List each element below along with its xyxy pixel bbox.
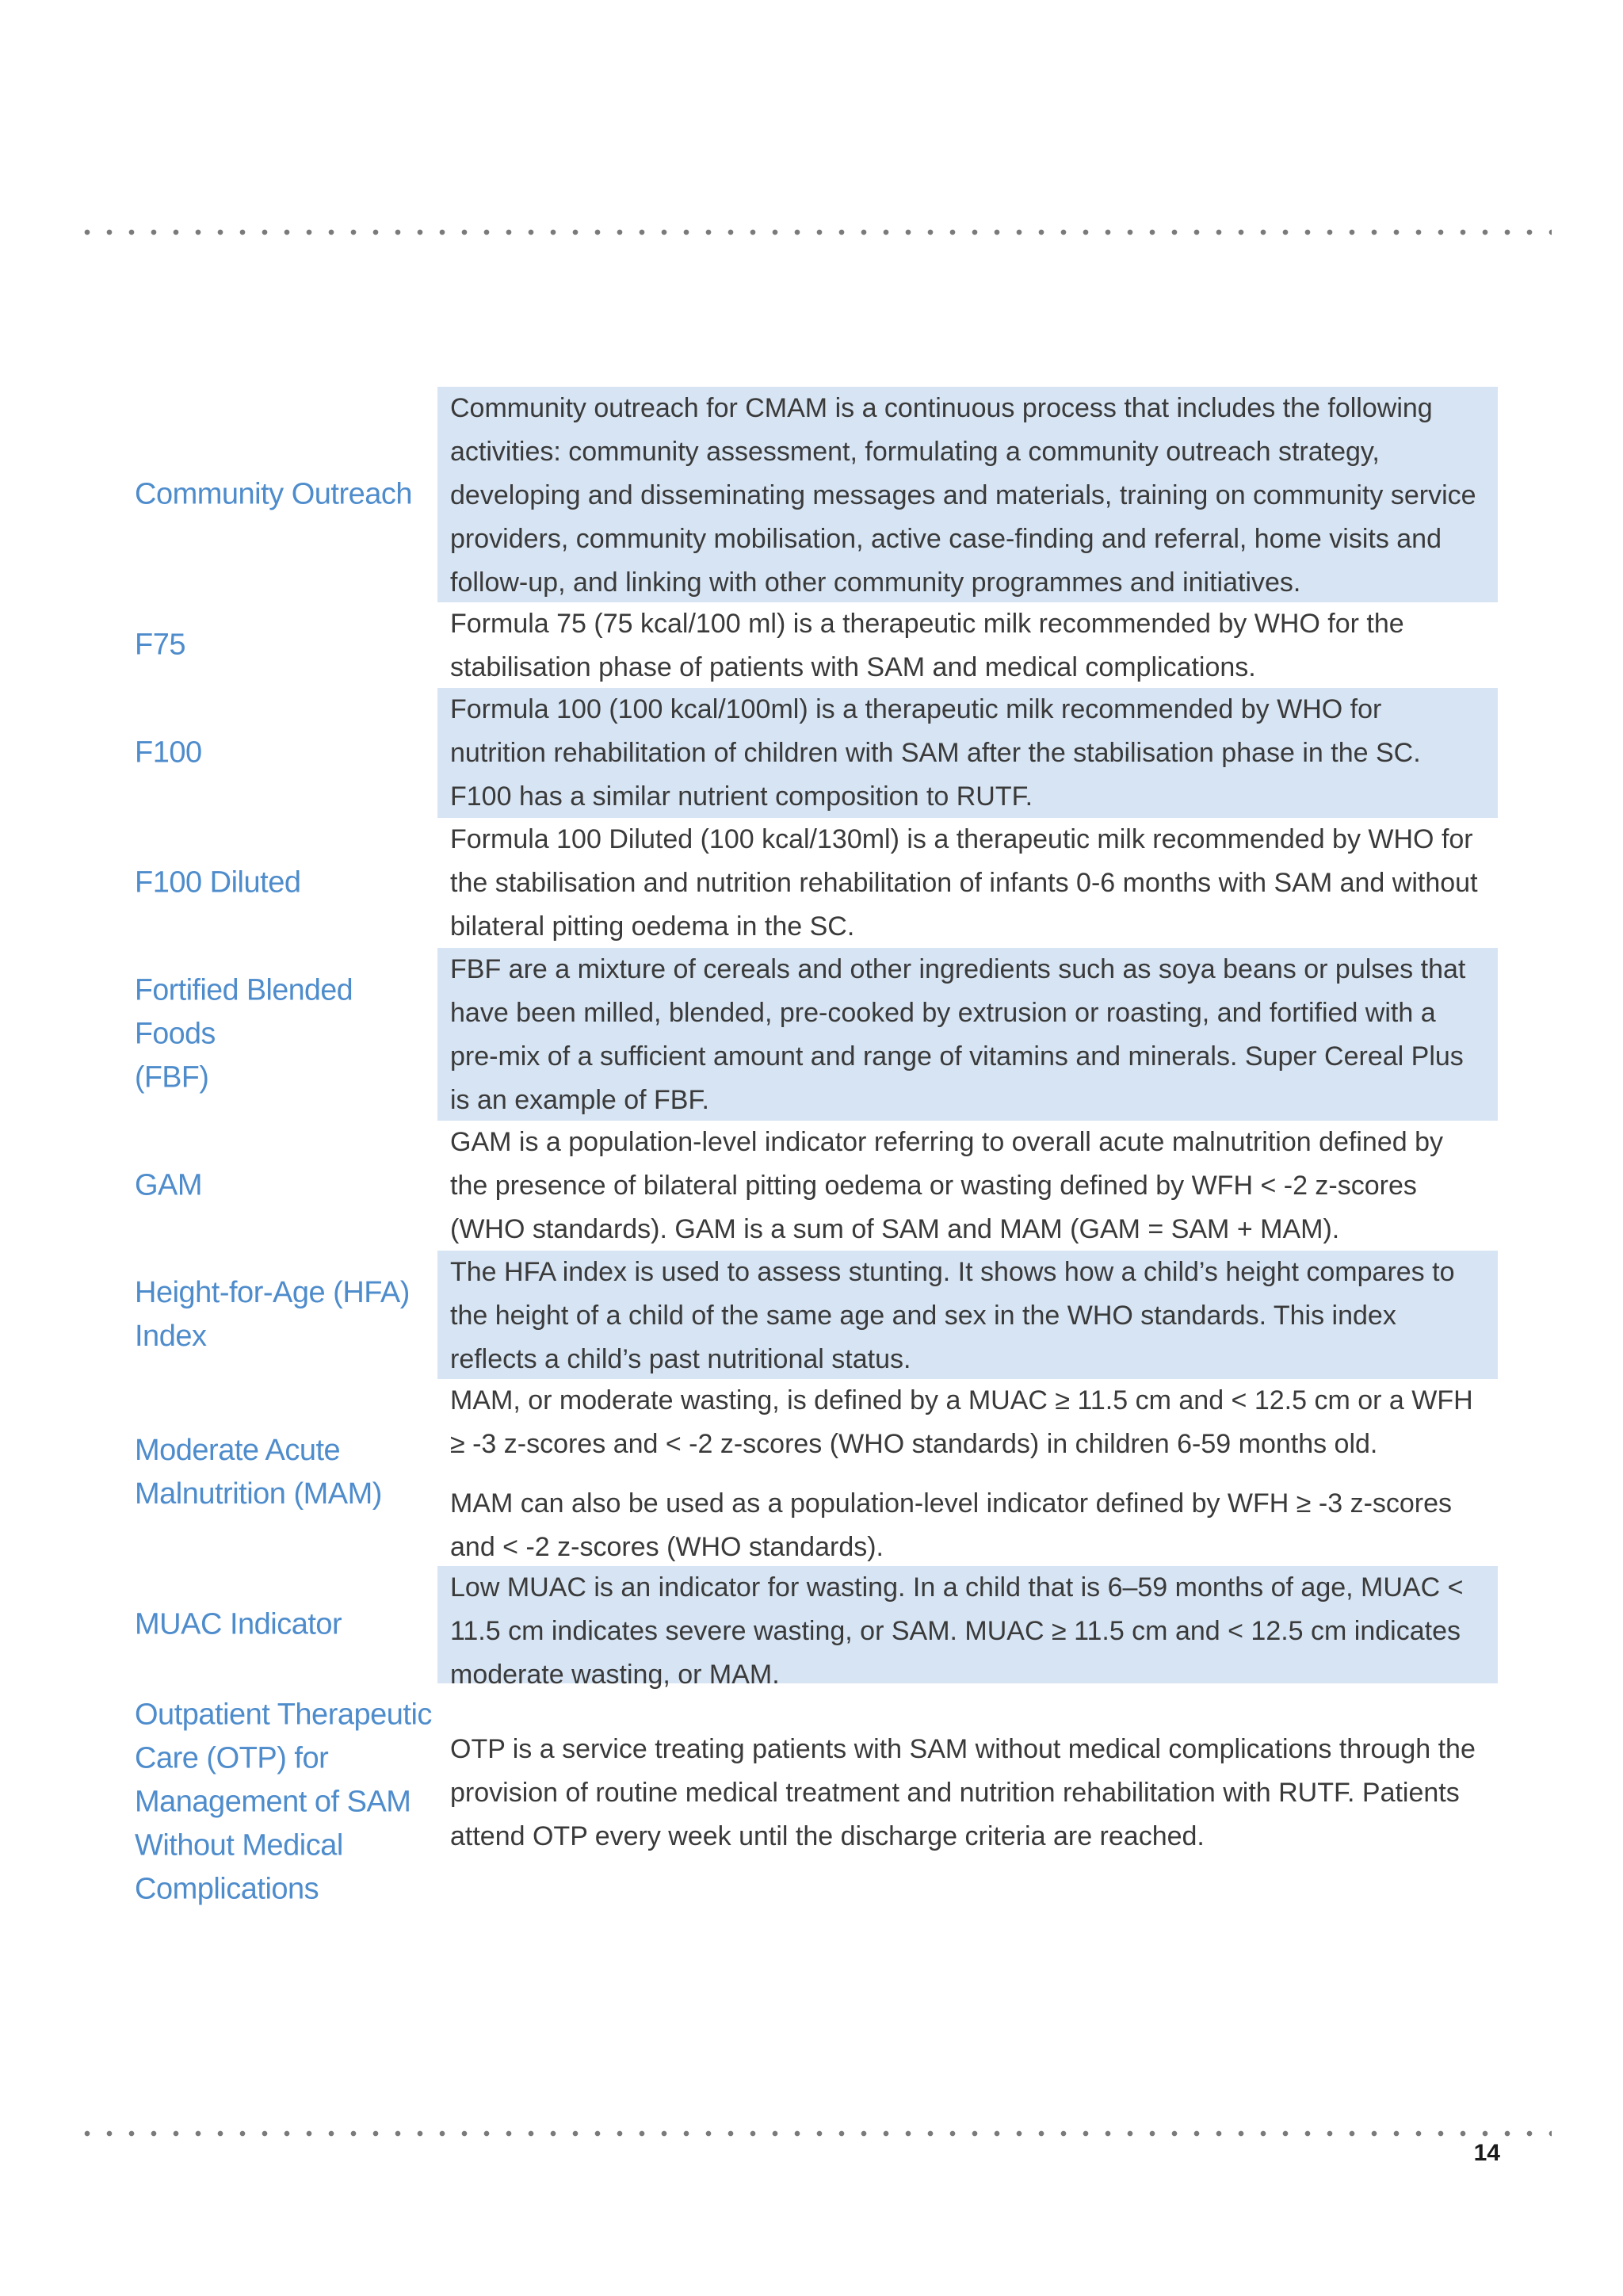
glossary-row	[0, 1121, 1623, 1251]
glossary-definition: Formula 75 (75 kcal/100 ml) is a therapeutic milk recommended by WHO for the stabilisation phase of patients with SAM and medical complications.	[450, 609, 1404, 682]
glossary-table	[0, 387, 1623, 1921]
glossary-term: Fortified Blended Foods (FBF)	[135, 973, 353, 1095]
glossary-definition: Formula 100 Diluted (100 kcal/130ml) is a therapeutic milk recommended by WHO for the stabilisation and nutrition rehabilitation of infants 0-6 months with SAM and without bilateral pitting oedema in the SC.	[450, 824, 1478, 942]
glossary-definition: Low MUAC is an indicator for wasting. In a child that is 6–59 months of age, MUAC < 11.5 cm indicates severe wasting, or SAM. MUAC ≥ 11.5 cm and < 12.5 cm indicates moderate wasting, or MAM.	[437, 1566, 1498, 1683]
glossary-term: Community Outreach	[135, 477, 413, 511]
glossary-row	[0, 1379, 1623, 1566]
glossary-row	[0, 387, 1623, 602]
glossary-definition: MAM, or moderate wasting, is defined by a MUAC ≥ 11.5 cm and < 12.5 cm or a WFH ≥ -3 z-scores and < -2 z-scores (WHO standards) in children 6-59 months old. MAM can also be used as a population-level indicator defined by WFH ≥ -3 z-scores and < -2 z-scores (WHO standards).	[450, 1385, 1473, 1562]
glossary-row	[0, 688, 1623, 818]
glossary-term: F100	[135, 735, 202, 770]
glossary-definition: OTP is a service treating patients with SAM without medical complications through the provision of routine medical treatment and nutrition rehabilitation with RUTF. Patients attend OTP every week until the discharge criteria are reached.	[450, 1734, 1476, 1851]
glossary-term: Moderate Acute Malnutrition (MAM)	[135, 1434, 382, 1511]
glossary-term: F75	[135, 628, 185, 662]
glossary-row	[0, 602, 1623, 688]
glossary-definition: The HFA index is used to assess stunting. It shows how a child’s height compares to the height of a child of the same age and sex in the WHO standards. This index reflects a child’s past nutritional status.	[437, 1251, 1498, 1379]
glossary-definition: FBF are a mixture of cereals and other ingredients such as soya beans or pulses that have been milled, blended, pre-cooked by extrusion or roasting, and fortified with a pre-mix of a sufficient amount and range of vitamins and minerals. Super Cereal Plus is an example of FBF.	[437, 948, 1498, 1121]
glossary-term: F100 Diluted	[135, 865, 301, 900]
glossary-term: Outpatient Therapeutic Care (OTP) for Management of SAM Without Medical Complications	[135, 1698, 432, 1906]
glossary-term: Height-for-Age (HFA) Index	[135, 1276, 410, 1353]
glossary-term: GAM	[135, 1168, 203, 1202]
glossary-definition: Formula 100 (100 kcal/100ml) is a therapeutic milk recommended by WHO for nutrition rehabilitation of children with SAM after the stabilisation phase in the SC. F100 has a similar nutrient composition to RUTF.	[437, 688, 1498, 818]
glossary-definition: Community outreach for CMAM is a continuous process that includes the following activities: community assessment, formulating a community outreach strategy, developing and disseminating messages and materials, training on community service providers, community mobilisation, active case-finding and referral, home visits and follow-up, and linking with other community programmes and initiatives.	[437, 387, 1498, 602]
glossary-row	[0, 1251, 1623, 1379]
bottom-dotted-divider	[76, 2130, 1552, 2137]
glossary-row	[0, 948, 1623, 1121]
glossary-row	[0, 1683, 1623, 1921]
glossary-row	[0, 818, 1623, 948]
glossary-term: MUAC Indicator	[135, 1607, 342, 1641]
page-number: 14	[1473, 2140, 1500, 2166]
top-dotted-divider	[76, 229, 1552, 235]
glossary-definition: GAM is a population-level indicator referring to overall acute malnutrition defined by the presence of bilateral pitting oedema or wasting defined by WFH < -2 z-scores (WHO standards). GAM is a sum of SAM and MAM (GAM = SAM + MAM).	[450, 1127, 1443, 1244]
glossary-row	[0, 1566, 1623, 1690]
